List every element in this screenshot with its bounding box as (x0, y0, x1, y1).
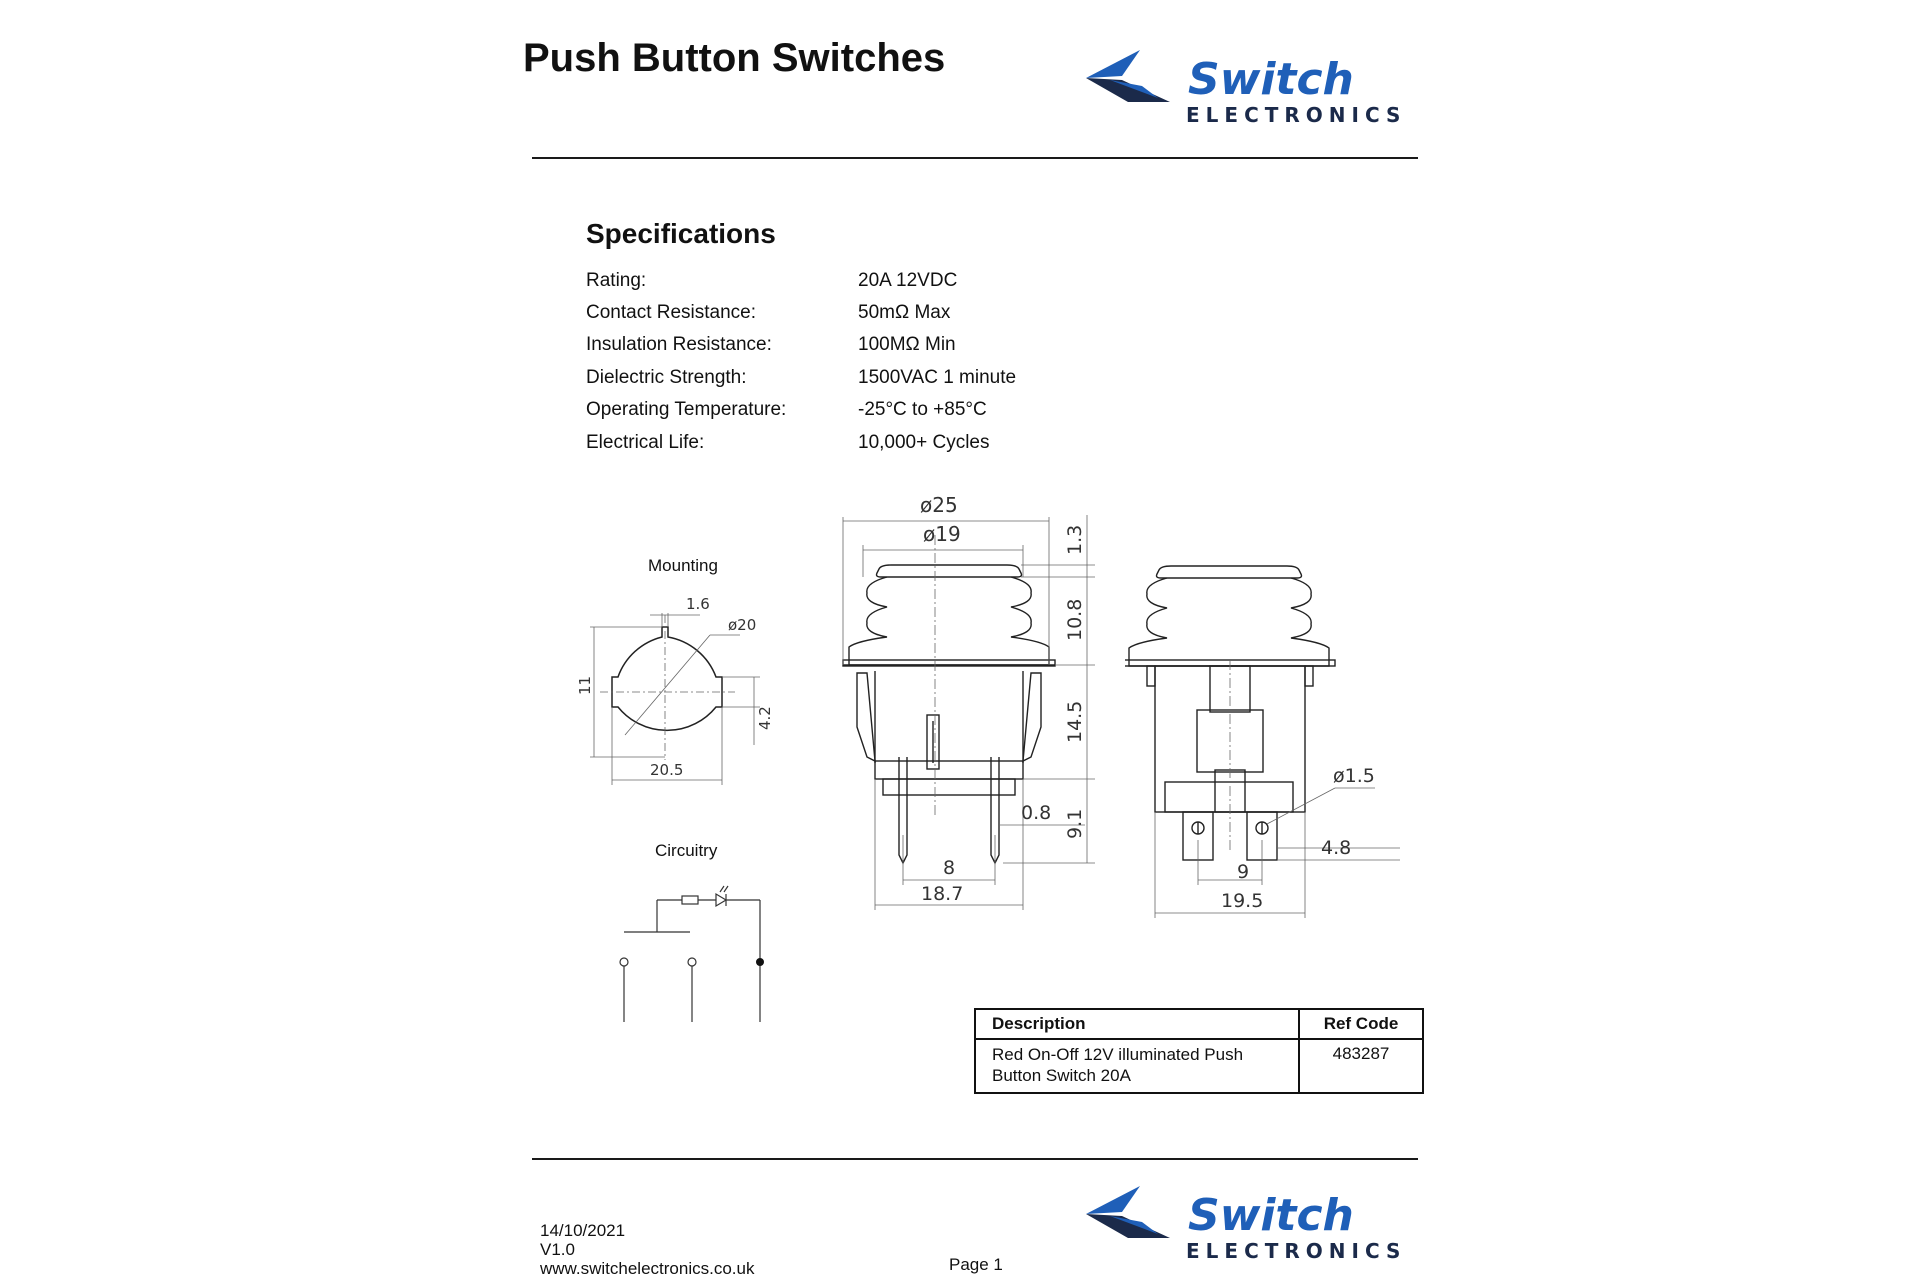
page-title: Push Button Switches (523, 36, 946, 80)
table-row (975, 1039, 1423, 1093)
dim-13: 1.3 (1064, 524, 1086, 555)
dim-dia-20: ø20 (728, 616, 757, 634)
front-view-drawing (835, 495, 1110, 915)
spec-value-operating-temperature: -25°C to +85°C (858, 399, 987, 420)
table-header-row (975, 1009, 1423, 1039)
footer-logo-wordmark: Switch (1188, 1190, 1354, 1241)
spec-value-contact-resistance: 50mΩ Max (858, 302, 951, 323)
dim-08: 0.8 (1021, 802, 1052, 824)
dim-height-11: 11 (576, 675, 594, 695)
dim-width-205: 20.5 (650, 761, 684, 779)
ref-code-header: Ref Code (1299, 1009, 1423, 1039)
footer-logo (1082, 1178, 1422, 1268)
spec-value-electrical-life: 10,000+ Cycles (858, 432, 990, 453)
side-view-drawing (1125, 560, 1410, 920)
dim-flat-42: 4.2 (756, 706, 774, 730)
page-number: Page 1 (949, 1255, 1003, 1274)
footer-logo-arrow-icon (1086, 1186, 1170, 1238)
footer-version: V1.0 (540, 1240, 575, 1259)
dim-9: 9 (1237, 861, 1250, 883)
footer-logo-subtitle: ELECTRONICS (1186, 1239, 1407, 1263)
spec-value-insulation-resistance: 100MΩ Min (858, 334, 956, 355)
dim-dia-25: ø25 (920, 495, 958, 517)
footer-date: 14/10/2021 (540, 1221, 626, 1240)
logo-wordmark: Switch (1188, 54, 1354, 105)
dim-108: 10.8 (1064, 598, 1086, 641)
spec-label-operating-temperature: Operating Temperature: (586, 399, 787, 420)
dim-dia-19: ø19 (923, 522, 961, 546)
header-divider (532, 157, 1418, 159)
circuitry-label: Circuitry (655, 841, 718, 860)
footer-divider (532, 1158, 1418, 1160)
spec-label-rating: Rating: (586, 270, 647, 291)
dim-hole-15: ø1.5 (1333, 765, 1375, 787)
specifications-heading: Specifications (586, 218, 776, 249)
spec-label-contact-resistance: Contact Resistance: (586, 302, 757, 323)
switch-electronics-logo (1082, 42, 1422, 132)
mounting-label: Mounting (648, 556, 718, 575)
spec-label-dielectric-strength: Dielectric Strength: (586, 367, 747, 388)
product-description: Red On-Off 12V illuminated Push Button Switch 20A (975, 1039, 1299, 1093)
dim-48: 4.8 (1321, 837, 1352, 859)
dim-187: 18.7 (921, 883, 964, 905)
product-ref-code: 483287 (1299, 1039, 1423, 1093)
footer-website-link[interactable]: www.switchelectronics.co.uk (540, 1259, 755, 1278)
dim-slot: 1.6 (686, 595, 710, 613)
dim-195: 19.5 (1221, 890, 1264, 912)
mounting-drawing (570, 585, 790, 795)
logo-arrow-icon (1086, 50, 1170, 102)
dim-91: 9.1 (1064, 808, 1086, 839)
dim-8: 8 (943, 857, 956, 879)
spec-label-electrical-life: Electrical Life: (586, 432, 705, 453)
logo-subtitle: ELECTRONICS (1186, 103, 1407, 127)
spec-value-rating: 20A 12VDC (858, 270, 958, 291)
description-header: Description (975, 1009, 1299, 1039)
product-table (974, 1008, 1424, 1094)
spec-value-dielectric-strength: 1500VAC 1 minute (858, 367, 1017, 388)
circuitry-diagram (610, 880, 770, 1030)
spec-label-insulation-resistance: Insulation Resistance: (586, 334, 772, 355)
dim-145: 14.5 (1064, 700, 1086, 743)
